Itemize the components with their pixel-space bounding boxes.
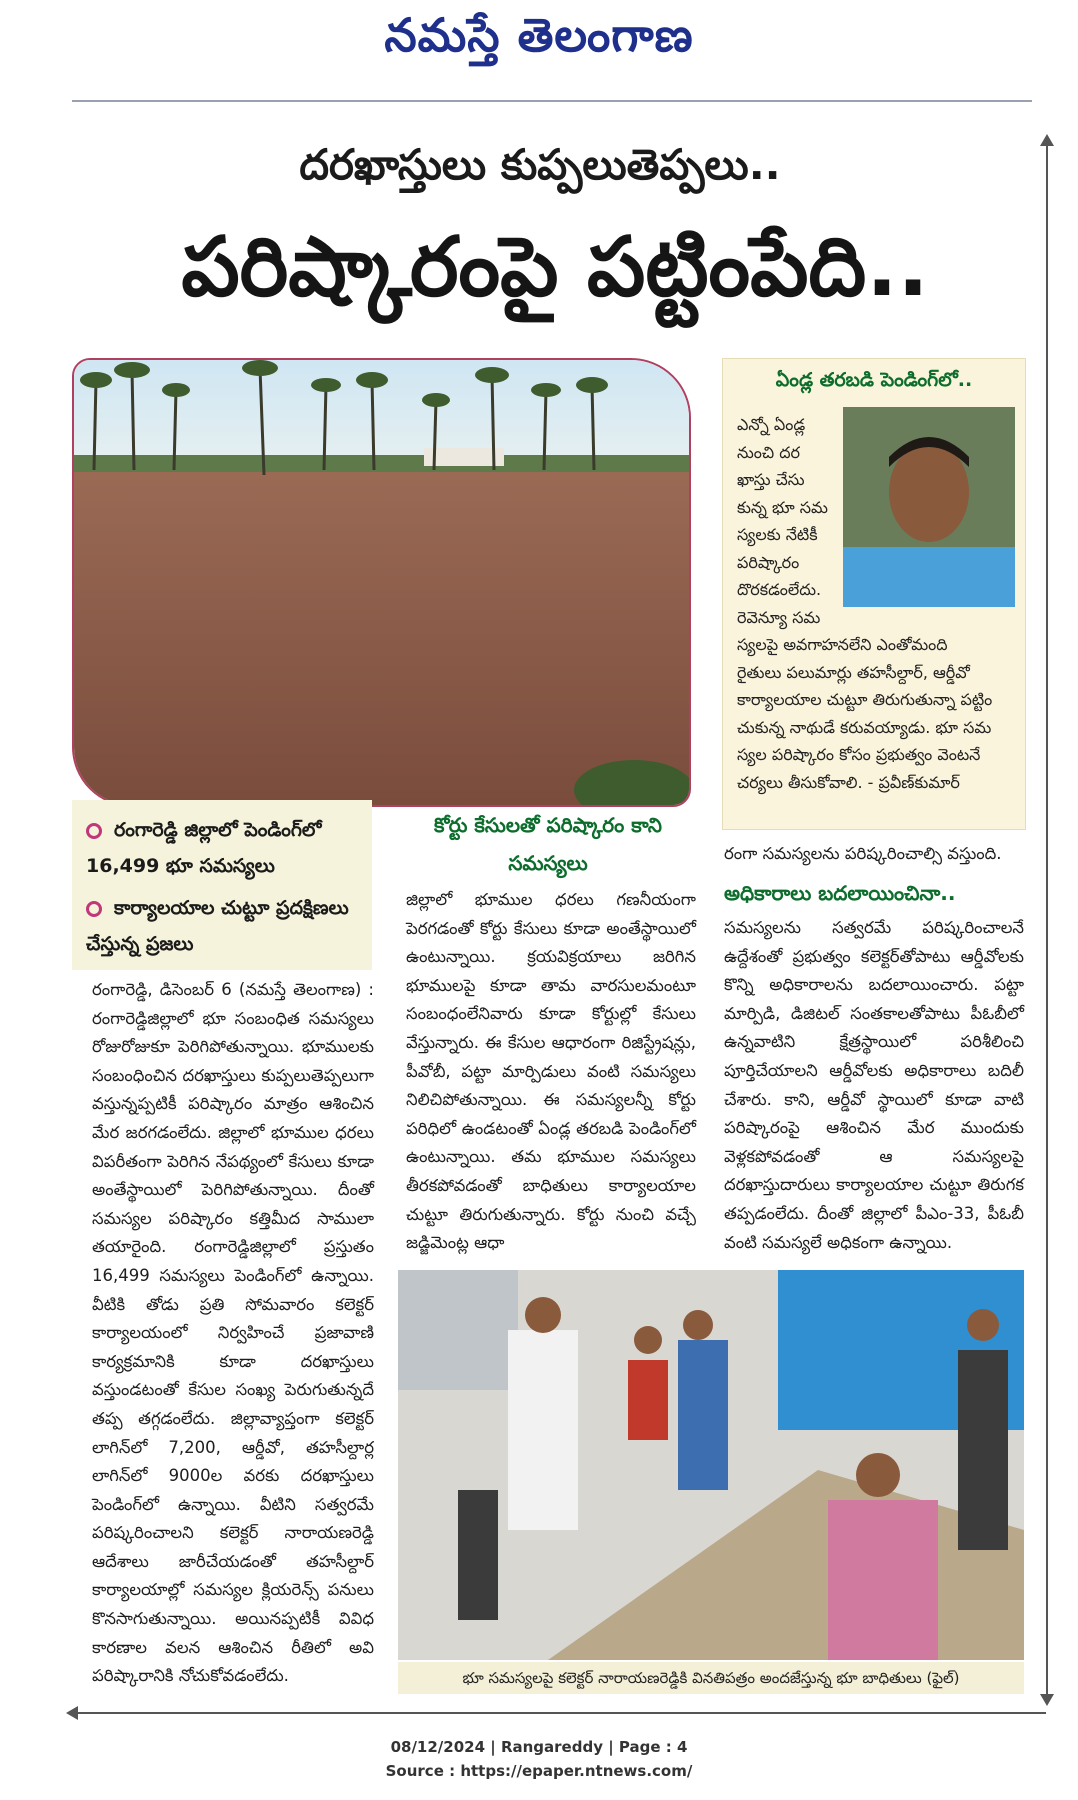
sidebar-line: దొరకడంలేదు.: [737, 580, 822, 599]
photo-caption: భూ సమస్యలపై కలెక్టర్ నారాయణరెడ్డికి వినతిపత్రం అందజేస్తున్న భూ బాధితులు (ఫైల్): [398, 1662, 1024, 1694]
sidebar-line: స్యల పరిష్కారం కోసం ప్రభుత్వం వెంటనే: [737, 745, 981, 764]
column-3-heading: అధికారాలు బదలాయించినా..: [724, 881, 956, 905]
farmland-photo: [72, 358, 691, 807]
sidebar-line: రైతులు పలుమార్లు తహసీల్దార్, ఆర్డీవో: [737, 662, 970, 682]
meeting-photo: [398, 1270, 1024, 1660]
sidebar-text-full: [737, 631, 1017, 796]
sidebar-heading: ఏండ్ల తరబడి పెండింగ్‌లో..: [775, 369, 973, 391]
sidebar-line: కార్యాలయాల చుట్టూ తిరుగుతున్నా పట్టిం: [737, 690, 993, 709]
footer-date-page: 08/12/2024 | Rangareddy | Page : 4: [390, 1738, 688, 1756]
sidebar-line: రెవెన్యూ సమ: [737, 607, 821, 627]
column-2-heading: కోర్టు కేసులతో పరిష్కారం కాని సమస్యలు: [434, 813, 662, 875]
sidebar-text-short: [737, 411, 837, 631]
column-2-text: జిల్లాలో భూముల ధరలు గణనీయంగా పెరగడంతో కోర్టు కేసులు కూడా అంతేస్థాయిలో ఉంటున్నాయి. క్రయవిక్రయాలు జరిగిన భూములపై కూడా తామ వారసులమంటూ సంబంధంలేనివారు కూడా కోర్టుల్లో కేసులు వేస్తున్నారు. ఈ కేసుల ఆధారంగా రిజిస్ట్రేషన్లు, పీవోబీ, పట్టా మార్పిడులు వంటి సమస్యలు నిలిచిపోతున్నాయి. ఈ సమస్యలన్నీ కోర్టు పరిధిలో ఉండటంతో ఏండ్ల తరబడి పెండింగ్‌లో ఉంటున్నాయి. తమ భూముల సమస్యలు తీరకపోవడంతో బాధితులు కార్యాలయాల చుట్టూ తిరుగుతున్నారు. కోర్టు నుంచి వచ్చే జడ్జిమెంట్ల ఆధా: [406, 890, 696, 1253]
arrow-down-icon[interactable]: [1040, 1694, 1054, 1706]
masthead-rule: [72, 100, 1032, 102]
footer-source: Source : https://epaper.ntnews.com/: [385, 1762, 693, 1780]
column-3-lead: రంగా సమస్యలను పరిష్కరించాల్సి వస్తుంది.: [724, 844, 1002, 863]
arrow-up-icon[interactable]: [1040, 134, 1054, 146]
sidebar-line: కున్న భూ సమ: [737, 497, 828, 517]
sidebar-box: [722, 358, 1026, 830]
sidebar-line: చర్యలు తీసుకోవాలి. - ప్రవీణ్‌కుమార్: [737, 772, 960, 792]
kicker-headline: దరఖాస్తులు కుప్పలుతెప్పలు..: [299, 140, 781, 189]
highlight-item: కార్యాలయాల చుట్టూ ప్రదక్షిణలు చేస్తున్న ప్రజలు: [86, 897, 349, 955]
sidebar-line: పరిష్కారం: [737, 552, 800, 572]
column-1-text: రంగారెడ్డి, డిసెంబర్ 6 (నమస్తే తెలంగాణ) : రంగారెడ్డిజిల్లాలో భూ సంబంధిత సమస్యలు రోజురోజుకూ పెరిగిపోతున్నాయి. భూములకు సంబంధించిన దరఖాస్తులు కుప్పలుతెప్పలుగా వస్తున్నప్పటికీ పరిష్కారం మాత్రం ఆశించిన మేర జరగడంలేదు. జిల్లాలో భూముల ధరలు విపరీతంగా పెరిగిన నేపథ్యంలో కేసులు కూడా అంతేస్థాయిలో పెరిగిపోతున్నాయి. దీంతో సమస్యల పరిష్కారం కత్తిమీద సాములా తయారైంది. రంగారెడ్డిజిల్లాలో ప్రస్తుతం 16,499 సమస్యలు పెండింగ్‌లో ఉన్నాయి. వీటికి తోడు ప్రతి సోమవారం కలెక్టర్ కార్యాలయంలో నిర్వహించే ప్రజావాణి కార్యక్రమానికి కూడా దరఖాస్తులు వస్తుండటంతో కేసుల సంఖ్య పెరుగుతున్నదే తప్ప తగ్గడంలేదు. జిల్లావ్యాప్తంగా కలెక్టర్ లాగిన్‌లో 7,200, ఆర్డీవో, తహసీల్దార్ల లాగిన్‌లో 9000ల వరకు దరఖాస్తులు పెండింగ్‌లో ఉన్నాయి. వీటిని సత్వరమే పరిష్కరించాలని కలెక్టర్ నారాయణరెడ్డి ఆదేశాలు జారీచేయడంతో తహసీల్దార్ కార్యాలయాల్లో సమస్యల క్లియరెన్స్ పనులు కొనసాగుతున్నాయి. అయినప్పటికీ వివిధ కారణాల వలన ఆశించిన రీతిలో అవి పరిష్కారానికి నోచుకోవడంలేదు.: [92, 980, 374, 1686]
horizontal-scroll-arrow[interactable]: [74, 1712, 1046, 1714]
bullet-icon: [86, 823, 102, 839]
vertical-scroll-arrow[interactable]: [1046, 140, 1048, 1700]
sidebar-line: స్యలకు నేటికీ: [737, 525, 818, 544]
sidebar-line: నుంచి దర: [737, 442, 801, 462]
column-3-text: సమస్యలను సత్వరమే పరిష్కరించాలనే ఉద్దేశంతో ప్రభుత్వం కలెక్టర్‌తోపాటు ఆర్డీవోలకు కొన్ని అధికారాలను బదలాయించారు. పట్టా మార్పిడి, డిజిటల్ సంతకాలతోపాటు పీఓబీలో ఉన్నవాటిని క్షేత్రస్థాయిలో పరిశీలించి పూర్తిచేయాలని ఆర్డీవోలకు అధికారాలు బదిలీ చేశారు. కాని, ఆర్డీవో స్థాయిలో కూడా వాటి పరిష్కారంపై ఆశించిన మేర ముందుకు వెళ్లకపోవడంతో ఆ సమస్యలపై దరఖాస్తుదారులు కార్యాలయాల చుట్టూ తిరుగక తప్పడంలేదు. దీంతో జిల్లాలో పీఎం-33, పీఓబీ వంటి సమస్యలే అధికంగా ఉన్నాయి.: [724, 918, 1024, 1252]
main-headline: పరిష్కారంపై పట్టింపేది..: [181, 220, 929, 315]
arrow-left-icon[interactable]: [66, 1706, 78, 1720]
sidebar-line: ఖాస్తు చేసు: [737, 470, 805, 489]
portrait-photo: [843, 407, 1015, 607]
bullet-icon: [86, 901, 102, 917]
sidebar-line: స్యలపై అవగాహనలేని ఎంతోమంది: [737, 635, 948, 654]
highlights-box: [72, 800, 372, 970]
masthead: నమస్తే తెలంగాణ: [384, 8, 694, 62]
sidebar-line: ఎన్నో ఏండ్ల: [737, 415, 806, 434]
highlight-item: రంగారెడ్డి జిల్లాలో పెండింగ్‌లో 16,499 భూ సమస్యలు: [86, 819, 322, 877]
sidebar-line: చుకున్న నాథుడే కరువయ్యాడు. భూ సమ: [737, 717, 992, 737]
